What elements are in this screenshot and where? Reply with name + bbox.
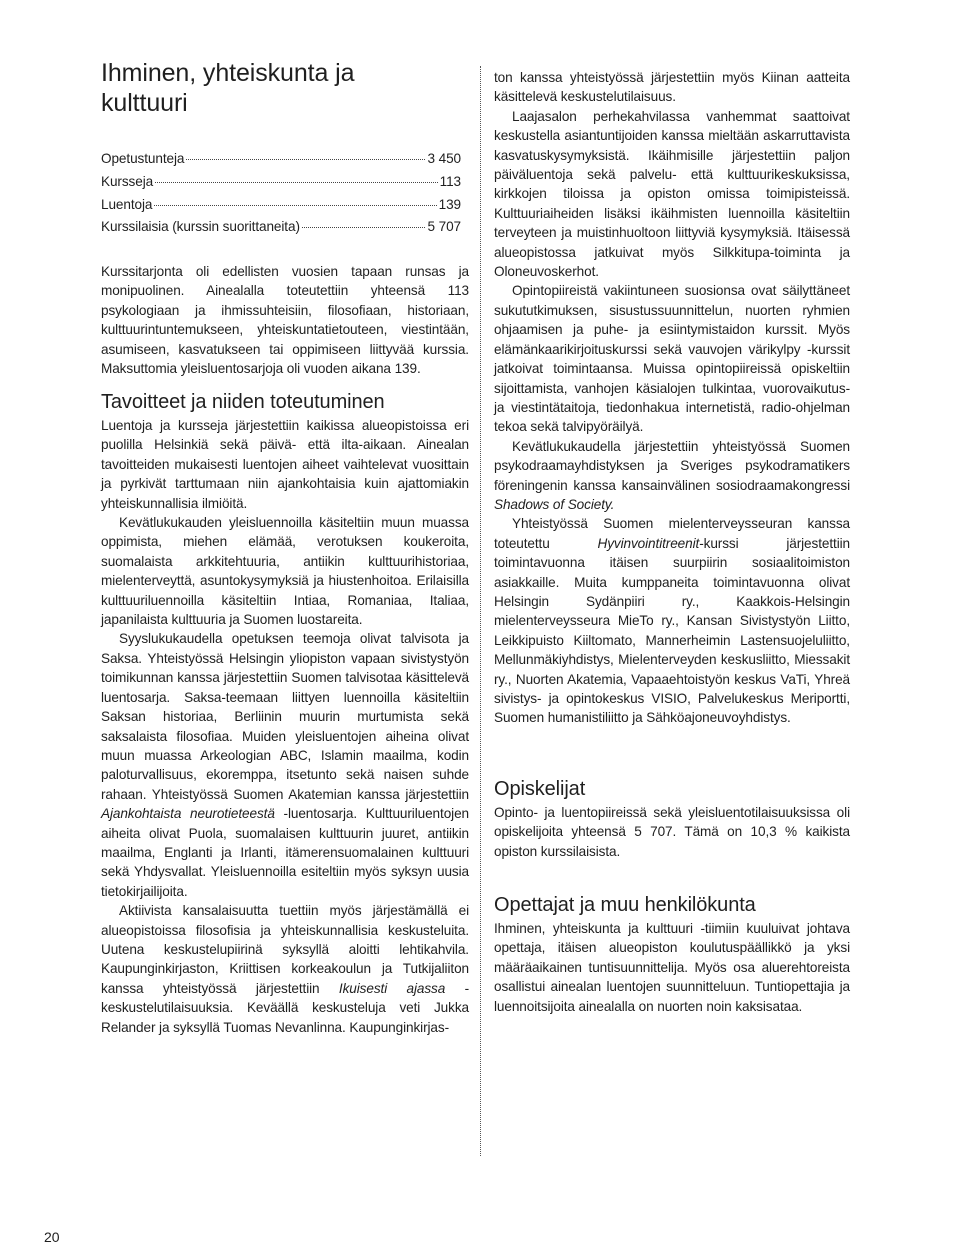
course-title: Hyvinvointitreenit	[597, 535, 700, 551]
stat-value: 113	[439, 173, 461, 189]
goals-section	[101, 390, 469, 1037]
students-section	[494, 777, 850, 861]
section-heading: Tavoitteet ja niiden toteutuminen	[101, 391, 385, 413]
stat-row	[101, 195, 461, 218]
leader-dots	[186, 159, 425, 160]
stat-row	[101, 217, 461, 240]
continued-section	[494, 68, 850, 728]
stat-value: 139	[438, 196, 461, 212]
leader-dots	[302, 227, 426, 228]
text-run: Syyslukukaudella opetuksen teemoja olivat talvisota ja Saksa. Yhteistyössä Helsingin yliopiston vapaan sivistystyön toimikunnan kanssa järjestettiin Suomen talvisotaa käsittelevä luentosarja. Saksa-teemaan liittyen luennoilla käsiteltiin Saksan historiaa, Berliinin muurin murtumista sekä saksalaista filosofiaa. Muiden yleisluentojen aiheina olivat muun muassa Arkeologian ABC, Islamin maailma, kodin paloturvallisuus, ekoremppa, itsetunto sekä naisen suhde rahaan. Yhteistyössä Suomen Akatemian kanssa järjestettiin	[101, 631, 469, 802]
stat-label: Opetustunteja	[101, 151, 185, 166]
section-heading: Opiskelijat	[494, 778, 586, 800]
congress-title: Shadows of Society.	[494, 496, 615, 512]
body-paragraph: Kevätlukukauden yleisluennoilla käsiteltiin muun muassa oppimista, miehen elämää, verotuksen koukeroita, suomalaista arkkitehtuuria, antiikin kulttuurihistoriaa, mielenterveyttä, asuntokysymyksiä ja hiustenhoitoa. Erilaisilla kulttuuriluennoilla käsiteltiin Intiaa, Romaniaa, Italiaa, japanilaista kulttuuria ja Suomen luostareita.	[101, 515, 469, 628]
body-paragraph	[494, 437, 850, 515]
stat-row	[101, 149, 461, 172]
page-number: 20	[44, 1229, 60, 1245]
intro-paragraph: Kurssitarjonta oli edellisten vuosien tapaan runsas ja monipuolinen. Ainealalla toteutettiin yhteensä 113 psykologiaan ja ihmissuhteisiin, filosofiaan, historiaan, kulttuurintuntemukseen, yhteiskuntatietouteen, viestintään, asumiseen, kasvatukseen tai oppimiseen liittyvää kurssia. Maksuttomia yleisluentosarjoja oli vuoden aikana 139.	[101, 264, 469, 377]
page-title: Ihminen, yhteiskunta ja kulttuuri	[101, 59, 355, 117]
series-title: Ajankohtaista neurotieteestä	[101, 806, 275, 822]
stat-label: Kurssilaisia (kurssin suorittaneita)	[101, 219, 300, 235]
body-paragraph	[494, 514, 850, 727]
stat-label: Luentoja	[101, 196, 153, 212]
text-run: Aktiivista kansalaisuutta tuettiin myös järjestämällä ei alueopistoissa filosofisia ja yhteiskunnallisia keskusteluita. Uutena keskustelupiirinä syksyllä aloitti lehtikahvila. Kaupunginkirjaston, Kriittisen korkeakoulun ja Tutkijaliiton kanssa yhteistyössä järjestettiin	[101, 903, 469, 996]
body-paragraph: Laajasalon perhekahvilassa vanhemmat saattoivat keskustella asiantuntijoiden kanssa mieltään askarruttavista kasvatuskysymyksistä. Ikäihmisille järjestettiin paljon päiväluentoja sekä palvelu- että kulttuurikeskuksissa, kirkkojen tiloissa ja opiston omissa toimipisteissä. Kulttuuriaiheiden lisäksi ikäihmisten luennoilla käsiteltiin terveyteen ja muistinhuoltoon liittyviä kysymyksiä. Itäisessä alueopistossa jatkuivat myös Silkkitupa-toiminta ja Oloneuvoskerhot.	[494, 108, 850, 280]
body-paragraph: Opintopiireistä vakiintuneen suosionsa ovat säilyttäneet sukututkimuksen, sisustussuunnittelun, nuorten ryhmien ohjaamisen ja puhe- ja esiintymistaidon kurssit. Myös elämänkaarikirjoituskurssi sekä vauvojen värikylpy -kurssit jatkoivat toimintaansa. Muissa opintopiireissä opiskeltiin sijoittamista, vanhojen käsialojen tulkintaa, vuorovaikutus- ja viestintätaitoja, tiedonhakua internetistä, radio-ohjelman tekoa sekä talvipyöräilyä.	[494, 283, 850, 435]
column-divider	[480, 66, 481, 1156]
text-run: Kevätlukukaudella järjestettiin yhteistyössä Suomen psykodraamayhdistyksen ja Sveriges psykodramatikers föreningenin kanssa kansainvälinen sosiodraamakongressi	[494, 438, 850, 493]
body-paragraph: ton kanssa yhteistyössä järjestettiin myös Kiinan aatteita käsittelevä keskustelutilaisuus.	[494, 70, 850, 105]
stat-row	[101, 172, 461, 195]
body-paragraph	[101, 629, 469, 901]
body-paragraph: Ihminen, yhteiskunta ja kulttuuri -tiimiin kuuluivat johtava opettaja, itäisen alueopiston koulutuspäällikkö ja yksi määräaikainen tuntisuunnittelija. Myös osa aluerehtoreista osallistui ainealan luentojen suunnitteluun. Tuntiopettajia ja luennoitsijoita ainealalla on nuorten noin kaksisataa.	[494, 921, 850, 1014]
statistics-list	[101, 149, 461, 240]
body-paragraph: Opinto- ja luentopiireissä sekä yleisluentotilaisuuksissa oli opiskelijoita yhteensä 5 707. Tämä on 10,3 % kaikista opiston kurssilaisista.	[494, 805, 850, 859]
text-run: -keskustelutilaisuuksia. Keväällä keskusteluja veti Jukka Relander ja syksyllä Tuomas Nevanlinna. Kaupunginkirjas-	[101, 980, 470, 1035]
text-run: Yhteistyössä Suomen mielenterveysseuran kanssa toteutettu	[494, 516, 850, 551]
text-run: -luentosarja. Kulttuuriluentojen aiheita olivat Puola, suomalaisen kulttuurin juuret, antiikin maailma, Englanti ja Irlanti, itämerensuomalainen kulttuuri sekä Yhdysvallat. Yleisluennoilla esiteltiin myös syksyn uusia tietokirjailijoita.	[101, 806, 469, 899]
intro-section	[101, 262, 469, 378]
section-heading: Opettajat ja muu henkilökunta	[494, 894, 756, 916]
stat-value: 3 450	[427, 151, 461, 166]
body-paragraph: Luentoja ja kursseja järjestettiin kaikissa alueopistoissa eri puolilla Helsinkiä sekä päivä- että ilta-aikaan. Ainealan tavoitteiden mukaisesti luentojen aiheet vaihtelevat vuosittain ja pyrkivät tarttumaan niin ajankohtaisia kuin ajattomiakin yhteiskunnallisia ilmiöitä.	[101, 418, 469, 511]
stat-label: Kursseja	[101, 173, 154, 189]
leader-dots	[154, 205, 436, 206]
leader-dots	[155, 182, 438, 183]
body-paragraph	[101, 901, 469, 1037]
staff-section	[494, 893, 850, 1016]
stat-value: 5 707	[427, 219, 461, 235]
text-run: -kurssi järjestettiin toimintavuonna itäisen suurpiirin sosiaalitoimiston asiakkaille. Muita kumppaneita toimintavuonna olivat Helsingin Sydänpiiri ry., Kaakkois-Helsingin mielenterveysseura MieTo ry., Kansan Sivistystyön Liitto, Leikkipuisto Kiiltomato, Mannerheimin Lastensuojeluliitto, Mellunmäkiyhdistys, Mielenterveyden keskusliitto, Miessakit ry., Nuorten Akatemia, Vapaaehtoistyön keskus VaTi, Yhreä sivistys- ja opintokeskus VISIO, Palvelukeskus Meriportti, Suomen humanistiliitto ja Sähköajoneuvoyhdistys.	[494, 535, 850, 726]
series-title: Ikuisesti ajassa	[338, 980, 446, 996]
